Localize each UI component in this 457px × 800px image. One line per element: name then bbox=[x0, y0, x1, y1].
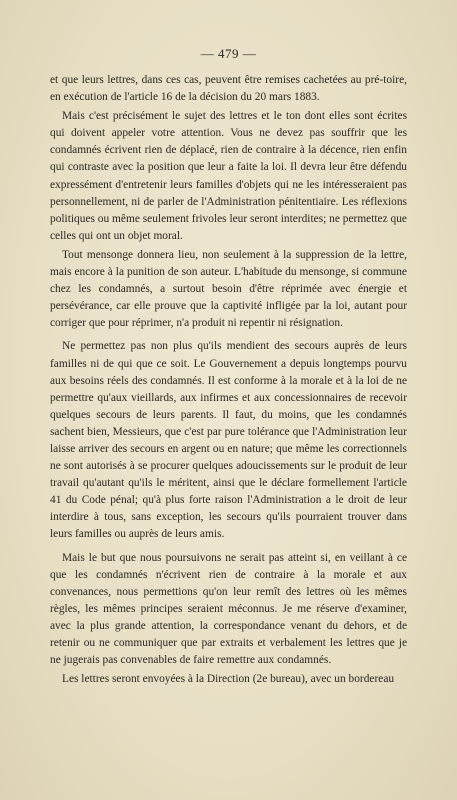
paragraph-5: Mais le but que nous poursuivons ne serait pas atteint si, en veillant à ce que les condamnés n'écrivent rien de contraire à la morale et aux convenances, nous permettions qu'on leur remît des lettres où les mêmes règles, les mêmes principes seraient méconnus. Je me réserve d'examiner, avec la plus grande attention, la correspondance venant du dehors, et de retenir ou ne communiquer que par extraits et verbalement les lettres que je ne jugerais pas convenables de faire remettre aux condamnés. bbox=[50, 551, 407, 667]
paragraph-2: Mais c'est précisément le sujet des lettres et le ton dont elles sont écrites qui doivent appeler votre attention. Vous ne devez pas souffrir que les condamnés écrivent rien de déplacé, rien de contraire à la décence, rien enfin qui contraste avec la position que leur a faite la loi. Il devra leur être défendu expressément d'entretenir leurs familles d'objets qui ne les intéresseraient pas personnellement, ni de parler de l'Administration pénitentiaire. Les réflexions politiques ou même seulement frivoles leur seront interdites; ne permettez que celles qui ont un objet moral. bbox=[50, 110, 407, 242]
paragraph-4: Ne permettez pas non plus qu'ils mendient des secours auprès de leurs familles ni de qui que ce soit. Le Gouvernement a depuis longtemps pourvu aux besoins réels des condamnés. Il est conforme à la morale et à la loi de ne permettre qu'aux vieillards, aux infirmes et aux concessionnaires de recevoir quelques secours de leurs parents. Il faut, du moins, que les condamnés sachent bien, Messieurs, que c'est par pure tolérance que l'Administration leur laisse arriver des secours en argent ou en nature; que même les correctionnels ne sont autorisés à se procurer quelques adoucissements sur le produit de leur travail qu'autant qu'ils le méritent, ainsi que le déclare formellement l'article 41 du Code pénal; qu'à plus forte raison l'Administration a le droit de leur interdire à tous, sans exception, les secours qu'ils pourraient trouver dans leurs familles ou auprès de leurs amis. bbox=[50, 340, 407, 541]
paragraph-6: Les lettres seront envoyées à la Direction (2e bureau), avec un bordereau bbox=[62, 673, 395, 686]
body-text bbox=[50, 72, 407, 688]
paragraph-3: Tout mensonge donnera lieu, non seulement à la suppression de la lettre, mais encore à la punition de son auteur. L'habitude du mensonge, si commune chez les condamnés, a surtout besoin d'être réprimée avec énergie et persévérance, car elle prouve que la captivité infligée par la loi, autant pour corriger que pour réprimer, n'a produit ni repentir ni résignation. bbox=[50, 248, 407, 330]
page-number: — 479 — bbox=[200, 46, 257, 61]
paragraph-1: et que leurs lettres, dans ces cas, peuvent être remises cachetées au pré-toire, en exécution de l'article 16 de la décision du 20 mars 1883. bbox=[50, 74, 407, 104]
